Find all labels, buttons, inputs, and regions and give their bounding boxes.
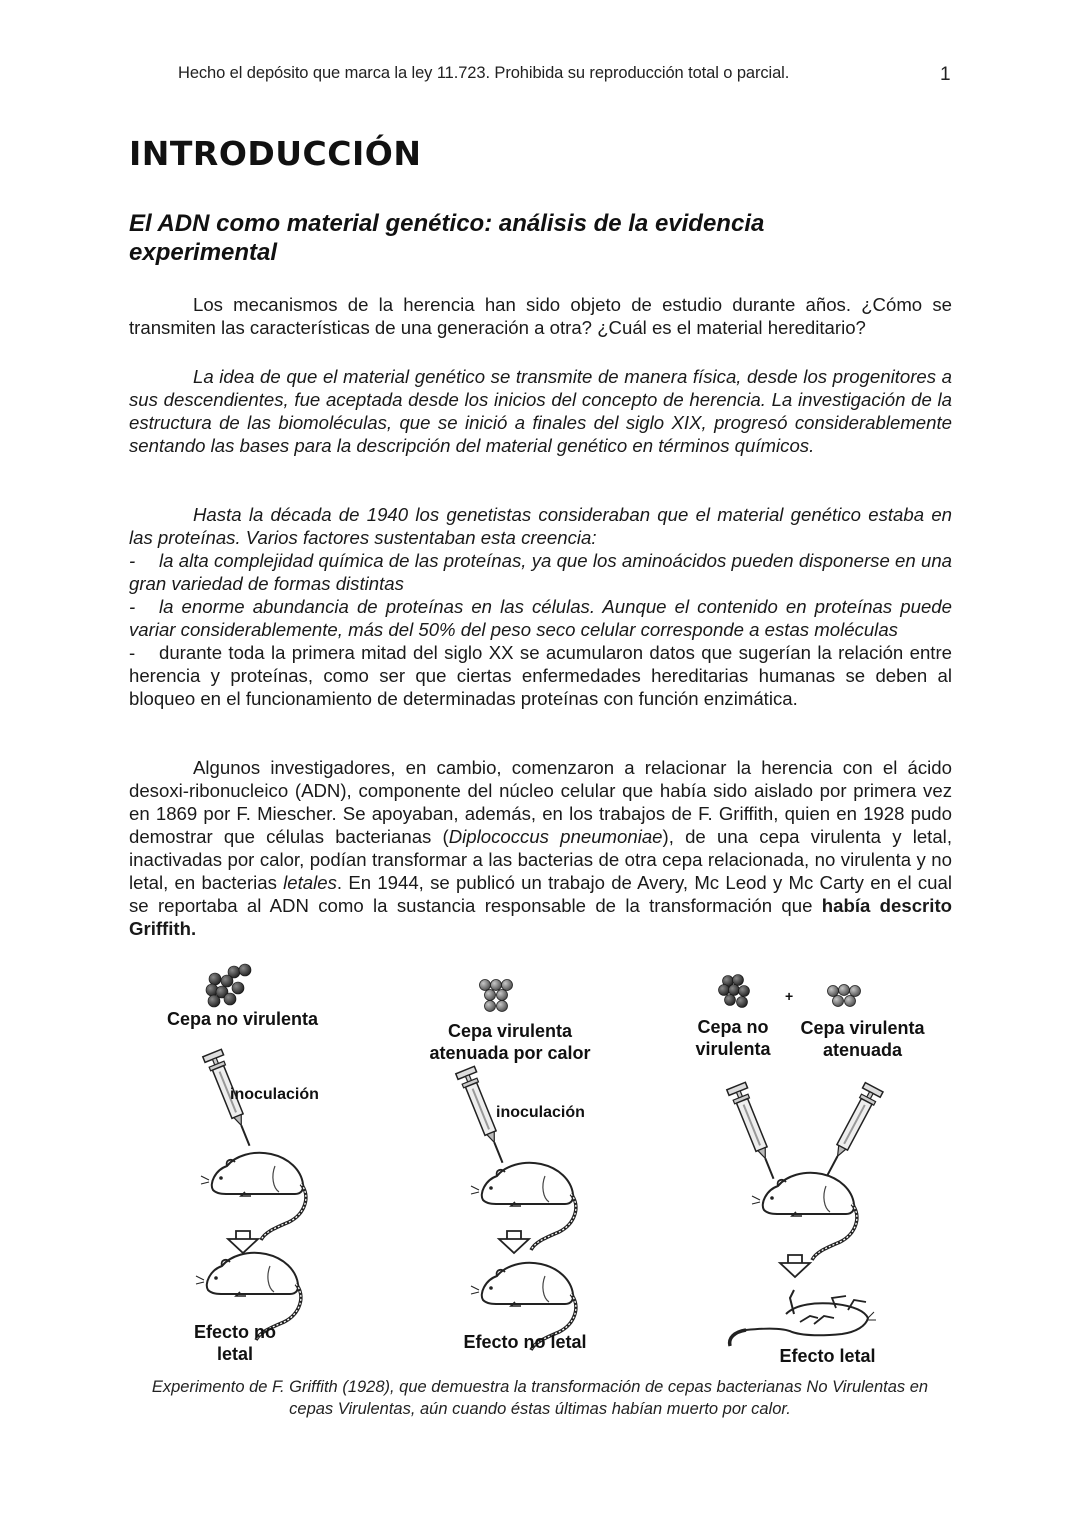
mouse-icon [756,1168,866,1268]
copyright-notice: Hecho el depósito que marca la ley 11.723. Prohibida su reproducción total o parcial. [178,64,790,82]
letales-word: letales [283,872,337,893]
strain-line-2: atenuada por calor [429,1043,591,1063]
section-subtitle: El ADN como material genético: análisis de la evidencia experimental [129,210,765,266]
effect-label-lethal: Efecto letal [779,1346,876,1366]
mouse-icon [205,1148,315,1248]
down-arrow-icon [778,1254,812,1274]
plus-sign: + [785,988,794,1004]
effect-label-non-lethal [180,1321,290,1365]
paragraph-dna-hypothesis [129,756,952,940]
inoculation-label: inoculación [230,1086,319,1103]
non-virulent-bacteria-icon [718,975,752,1011]
paragraph-physical-transmission [129,365,952,457]
bullet-text: durante toda la primera mitad del siglo XX se acumularon datos que sugerían la relación entre herencia y proteínas, como ser que ciertas enfermedades hereditarias humanas se deben al bloqueo en el funcionamiento de determinadas proteínas con función enzimática. [129,642,952,709]
species-name: Diplococcus pneumoniae [448,826,663,847]
strain-line-1: Cepa virulenta [447,1021,573,1041]
strain-label-non-virulent: Cepa no virulenta [166,1009,319,1029]
protein-hypothesis-intro: Hasta la década de 1940 los genetistas consideraban que el material genético estaba en las proteínas. Varios factores sustentaban esta creencia: [129,504,952,548]
strain-line-1: Cepa no [697,1017,769,1037]
strain-line-2: atenuada [822,1040,903,1060]
strain-label-heat-killed [790,1017,935,1061]
syringe-icon [455,1072,515,1172]
figure-caption: Experimento de F. Griffith (1928), que demuestra la transformación de cepas bacterianas No Virulentas en cepas Virulentas, aún cuando éstas últimas habían muerto por calor. [151,1378,929,1418]
dna-text-3: . En 1944, se publicó un trabajo de Avery, Mc Leod y Mc Carty en el cual se reportaba al ADN como la sustancia responsable de la transformación que [129,872,952,916]
bullet-item: - durante toda la primera mitad del siglo XX se acumularon datos que sugerían la relación entre herencia y proteínas, como ser que ciertas enfermedades hereditarias humanas se deben al bloqueo en el funcionamiento de determinadas proteínas con función enzimática. [129,642,952,709]
strain-line-1: Cepa virulenta [800,1018,925,1038]
down-arrow-icon [226,1230,260,1250]
page-title: INTRODUCCIÓN [129,134,422,173]
paragraph-physical-transmission-text: La idea de que el material genético se transmite de manera física, desde los progenitores a sus descendientes, fue aceptada desde los inicios del concepto de herencia. La investigación de la estructura de las biomoléculas, que se inició a finales del siglo XIX, progresó considerablemente sentando las bases para la descripción del material genético en términos químicos. [129,366,952,456]
dna-text-1: Algunos investigadores, en cambio, comenzaron a relacionar la herencia con el ácido desoxi-ribonucleico (ADN), componente del núcleo celular que había sido aislado por primera vez en 1869 por F. Miescher. Se apoyaban, además, en los trabajos de F. Griffith, quien en 1928 pudo demostrar que células bacterianas ( [129,757,952,847]
bullet-text: la enorme abundancia de proteínas en las células. Aunque el contenido en proteínas puede variar considerablemente, más del 50% del peso seco celular corresponde a estas moléculas [129,596,952,640]
heat-killed-bacteria-icon [826,984,862,1010]
dna-text-2: ), de una cepa virulenta y letal, inactivadas por calor, podían transformar a las bacterias de otra cepa relacionada, no virulenta y no letal, en bacterias [129,826,952,893]
griffith-bold: había descrito Griffith. [129,895,953,939]
bullet-item: - la alta complejidad química de las proteínas, ya que los aminoácidos pueden disponerse en una gran variedad de formas distintas [129,550,952,594]
effect-label-non-lethal: Efecto no letal [463,1332,587,1352]
non-virulent-bacteria-icon [200,965,260,1010]
paragraph-intro [129,293,952,339]
strain-line-2: virulenta [695,1039,771,1059]
strain-label-non-virulent [683,1016,783,1060]
inoculation-label: inoculación [496,1104,585,1121]
paragraph-intro-text: Los mecanismos de la herencia han sido objeto de estudio durante años. ¿Cómo se transmiten las características de una generación a otra? ¿Cuál es el material hereditario? [129,294,952,338]
syringe-icon [202,1055,262,1155]
strain-label-heat-killed [410,1020,610,1064]
paragraph-protein-hypothesis [129,503,952,710]
heat-killed-bacteria-icon [478,978,514,1014]
effect-line-1: Efecto no [193,1322,276,1342]
bullet-text: la alta complejidad química de las proteínas, ya que los aminoácidos pueden disponerse en una gran variedad de formas distintas [129,550,952,594]
dead-mouse-icon [726,1276,886,1351]
effect-line-2: letal [216,1344,254,1364]
down-arrow-icon [497,1230,531,1250]
bullet-item: - la enorme abundancia de proteínas en las células. Aunque el contenido en proteínas puede variar considerablemente, más del 50% del peso seco celular corresponde a estas moléculas [129,596,952,640]
page-number: 1 [940,64,951,85]
